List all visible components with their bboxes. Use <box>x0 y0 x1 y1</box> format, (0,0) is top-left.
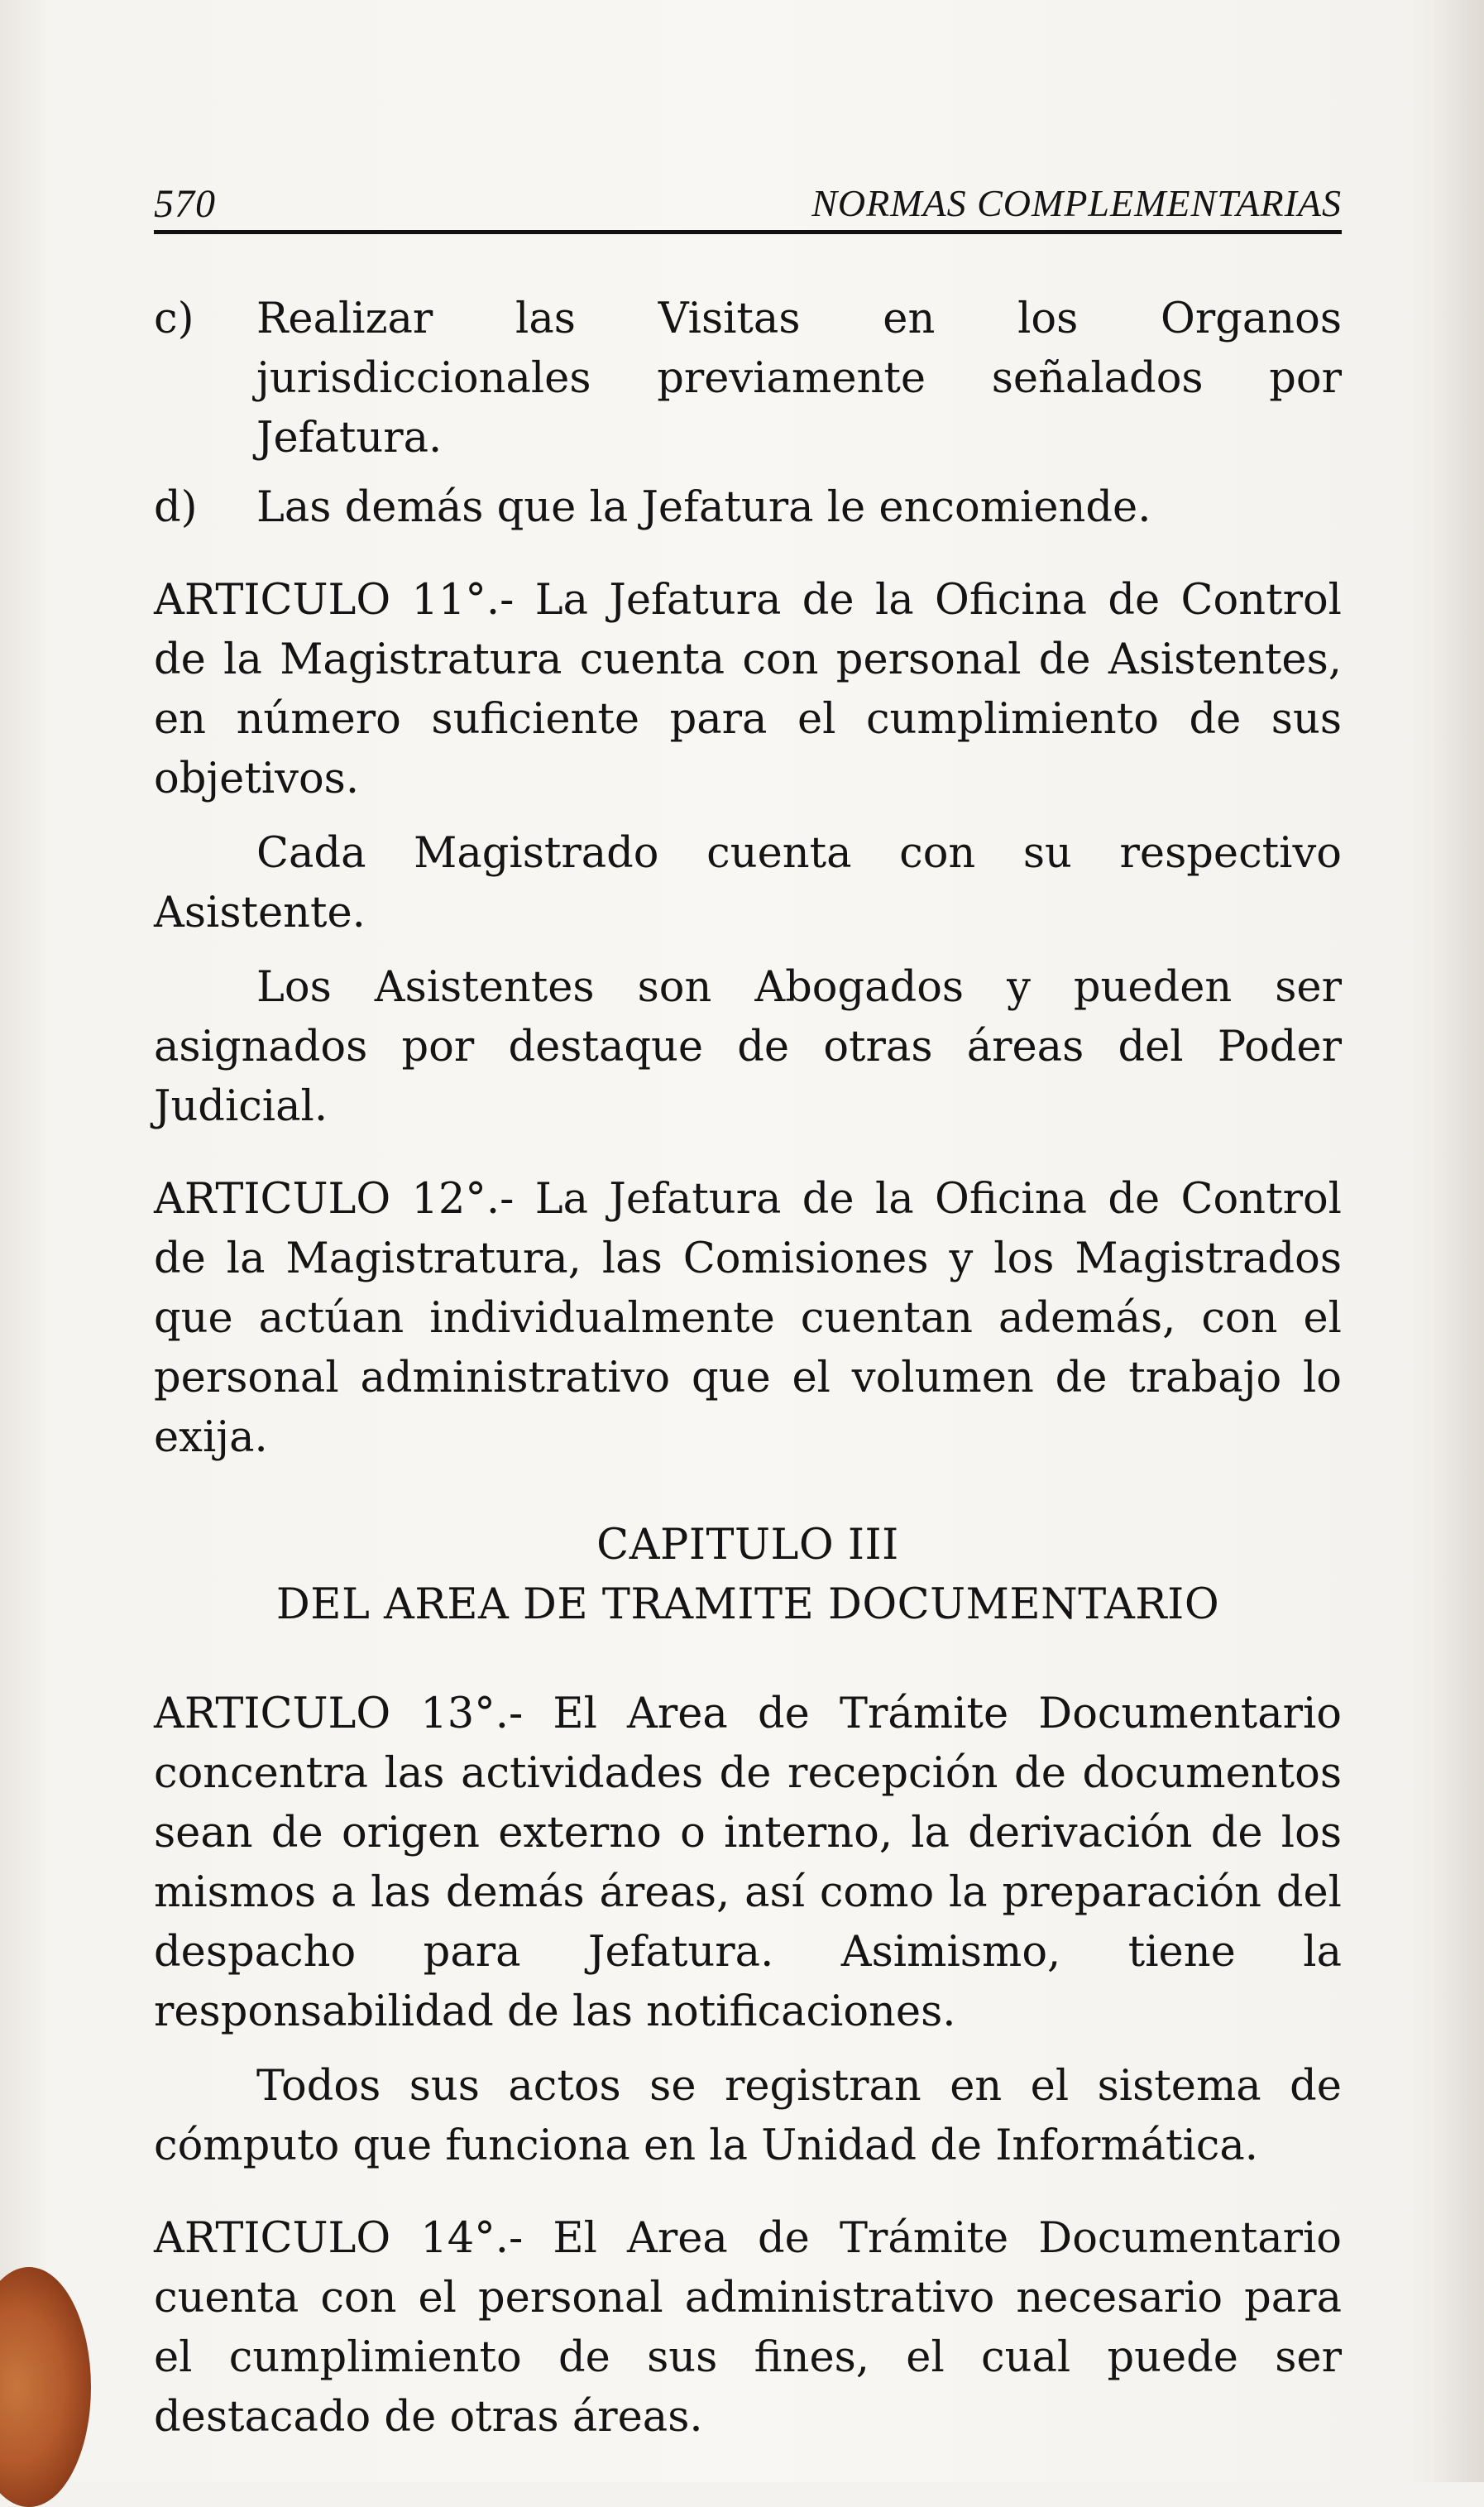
list-item-letter: c) <box>154 295 194 343</box>
article-11-paragraph-3: Los Asistentes son Abogados y pueden ser asignados por destaque de otras áreas del Poder Judicial. <box>154 963 1342 1131</box>
chapter-title: DEL AREA DE TRAMITE DOCUMENTARIO <box>275 1580 1220 1629</box>
article-14: ARTICULO 14°.- El Area de Trámite Documentario cuenta con el personal administrativo necesario para el cumplimiento de sus fines, el cual puede ser destacado de otras áreas. <box>154 2214 1342 2442</box>
list-item <box>154 290 1342 468</box>
list-item-text: Las demás que la Jefatura le encomiende. <box>256 483 1151 532</box>
article-13-paragraph-2: Todos sus actos se registran en el sistema de cómputo que funciona en la Unidad de Informática. <box>154 2062 1342 2170</box>
list-item-text: Realizar las Visitas en los Organos jurisdiccionales previamente señalados por Jefatura. <box>256 295 1342 463</box>
thumb-shape <box>0 2267 91 2507</box>
list-item-letter: d) <box>154 483 198 532</box>
chapter-number: CAPITULO III <box>596 1521 899 1570</box>
page-number: 570 <box>154 182 216 226</box>
chapter-heading <box>154 1516 1342 1635</box>
list-item <box>154 478 1342 538</box>
page-header <box>154 156 1342 234</box>
article-12: ARTICULO 12°.- La Jefatura de la Oficina de Control de la Magistratura, las Comisiones y los Magistrados que actúan individualmente cuentan además, con el personal administrativo que el volumen de trabajo lo exija. <box>154 1175 1342 1462</box>
article-11: ARTICULO 11°.- La Jefatura de la Oficina de Control de la Magistratura cuenta con personal de Asistentes, en número suficiente para el cumplimiento de sus objetivos. <box>154 576 1342 803</box>
article-11-paragraph-2: Cada Magistrado cuenta con su respectivo Asistente. <box>154 829 1342 937</box>
page-edge-shadow <box>1434 0 1484 2482</box>
running-head: NORMAS COMPLEMENTARIAS <box>811 182 1342 224</box>
article-13: ARTICULO 13°.- El Area de Trámite Documentario concentra las actividades de recepción de documentos sean de origen externo o interno, la derivación de los mismos a las demás áreas, así como la preparación del despacho para Jefatura. Asimismo, tiene la responsabilidad de las notificaciones. <box>154 1690 1342 2036</box>
page-body <box>154 290 1342 2447</box>
